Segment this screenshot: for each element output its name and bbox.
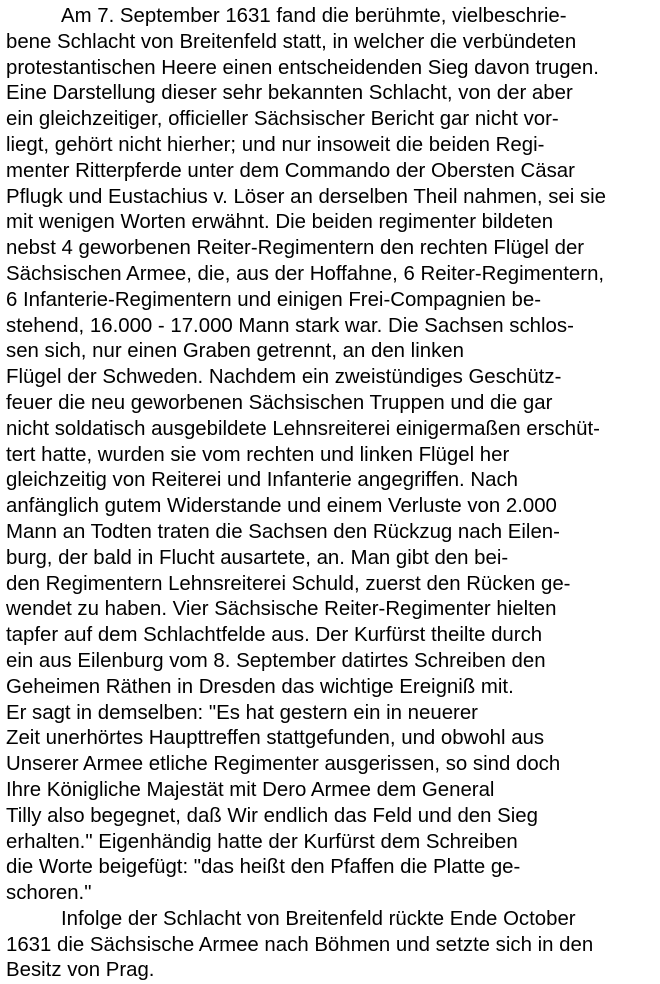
text-line: Am 7. September 1631 fand die berühmte, vielbeschrie-: [61, 5, 567, 27]
text-line: sen sich, nur einen Graben getrennt, an den linken: [6, 340, 464, 363]
paragraph-2: [6, 907, 654, 984]
text-line: Mann an Todten traten die Sachsen den Rückzug nach Eilen-: [6, 520, 560, 543]
text-line: gleichzeitig von Reiterei und Infanterie angegriffen. Nach: [6, 469, 518, 492]
text-line: stehend, 16.000 - 17.000 Mann stark war. Die Sachsen schlos-: [6, 314, 574, 337]
text-line: burg, der bald in Flucht ausartete, an. Man gibt den bei-: [6, 546, 509, 569]
text-line: nebst 4 geworbenen Reiter-Regimentern den rechten Flügel der: [6, 237, 585, 260]
text-line: liegt, gehört nicht hierher; und nur insoweit die beiden Regi-: [6, 133, 545, 156]
text-line: mit wenigen Worten erwähnt. Die beiden regimenter bildeten: [6, 211, 554, 234]
text-line: nicht soldatisch ausgebildete Lehnsreiterei einigermaßen erschüt-: [6, 417, 600, 440]
text-line: Unserer Armee etliche Regimenter ausgerissen, so sind doch: [6, 753, 561, 776]
paragraph-1: [6, 4, 654, 907]
text-line: schoren.": [6, 882, 92, 905]
text-line: tapfer auf dem Schlachtfelde aus. Der Kurfürst theilte durch: [6, 624, 543, 647]
text-line: tert hatte, wurden sie vom rechten und linken Flügel her: [6, 443, 510, 466]
text-line: Sächsischen Armee, die, aus der Hoffahne, 6 Reiter-Regimentern,: [6, 262, 605, 285]
text-line: Er sagt in demselben: "Es hat gestern ein in neuerer: [6, 701, 478, 724]
text-line: erhalten." Eigenhändig hatte der Kurfürst dem Schreiben: [6, 830, 518, 853]
text-line: die Worte beigefügt: "das heißt den Pfaffen die Platte ge-: [6, 856, 521, 879]
text-line: ein aus Eilenburg vom 8. September datirtes Schreiben den: [6, 649, 546, 672]
text-line: Besitz von Prag.: [6, 959, 155, 982]
text-line: 1631 die Sächsische Armee nach Böhmen und setzte sich in den: [6, 933, 594, 956]
text-line: Zeit unerhörtes Haupttreffen stattgefunden, und obwohl aus: [6, 727, 545, 750]
text-line: 6 Infanterie-Regimentern und einigen Frei-Compagnien be-: [6, 288, 541, 311]
text-line: bene Schlacht von Breitenfeld statt, in welcher die verbündeten: [6, 30, 577, 53]
text-line: Pflugk und Eustachius v. Löser an derselben Theil nahmen, sei sie: [6, 185, 606, 208]
text-line: Eine Darstellung dieser sehr bekannten Schlacht, von der aber: [6, 82, 573, 105]
text-line: Tilly also begegnet, daß Wir endlich das Feld und den Sieg: [6, 804, 538, 827]
text-line: Infolge der Schlacht von Breitenfeld rückte Ende October: [61, 907, 576, 930]
text-line: Ihre Königliche Majestät mit Dero Armee dem General: [6, 778, 495, 801]
text-line: menter Ritterpferde unter dem Commando der Obersten Cäsar: [6, 159, 575, 182]
text-line: Flügel der Schweden. Nachdem ein zweistündiges Geschütz-: [6, 366, 562, 389]
text-line: feuer die neu geworbenen Sächsischen Truppen und die gar: [6, 391, 553, 414]
text-line: wendet zu haben. Vier Sächsische Reiter-Regimenter hielten: [6, 598, 557, 621]
text-line: ein gleichzeitiger, officieller Sächsischer Bericht gar nicht vor-: [6, 108, 559, 131]
text-line: anfänglich gutem Widerstande und einem Verluste von 2.000: [6, 495, 557, 518]
text-line: Geheimen Räthen in Dresden das wichtige Ereigniß mit.: [6, 675, 514, 698]
text-line: den Regimentern Lehnsreiterei Schuld, zuerst den Rücken ge-: [6, 572, 571, 595]
text-line: protestantischen Heere einen entscheidenden Sieg davon trugen.: [6, 56, 599, 79]
